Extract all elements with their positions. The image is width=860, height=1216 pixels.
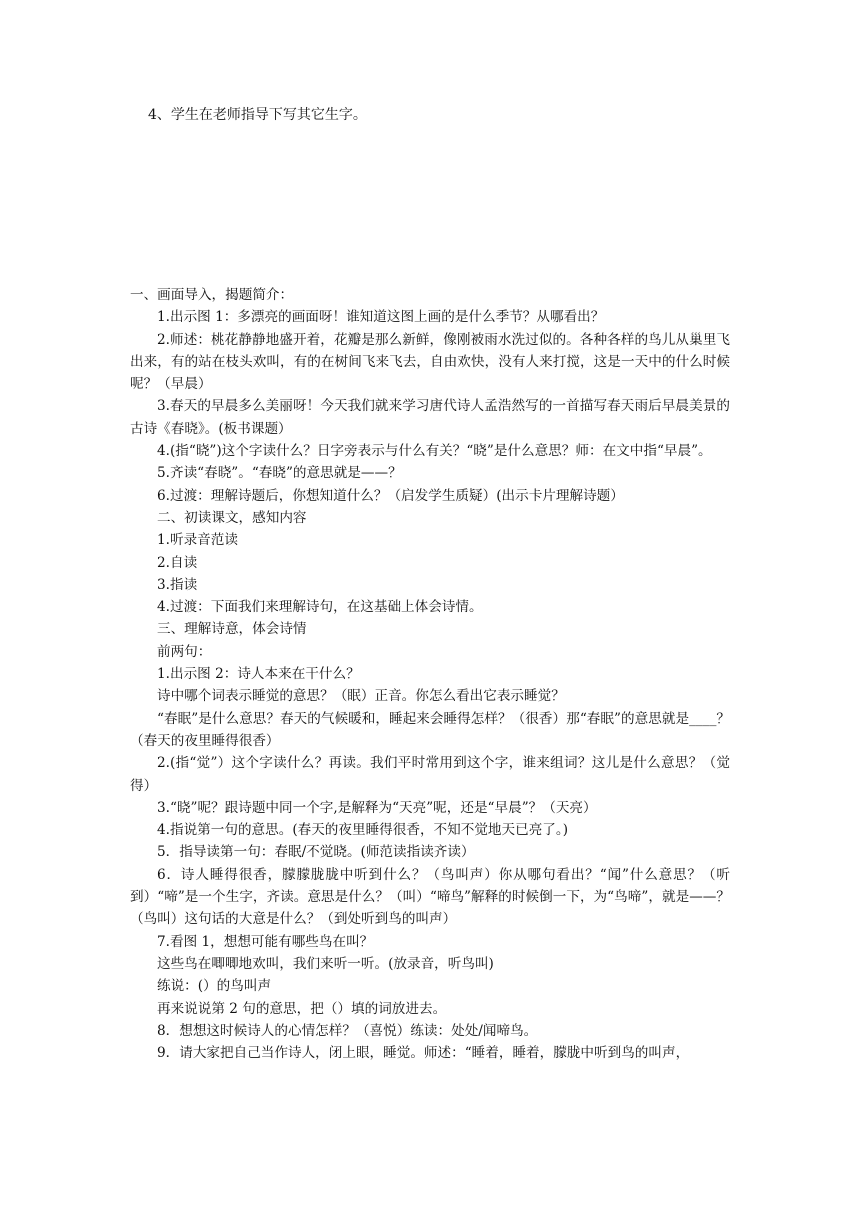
paragraph: 一、画面导入，揭题简介：	[130, 287, 294, 303]
paragraph: 8．想想这时候诗人的心情怎样？（喜悦）练读：处处/闻啼鸟。	[157, 1022, 538, 1039]
lesson-plan-body	[130, 284, 730, 1064]
paragraph: 2.师述：桃花静静地盛开着，花瓣是那么新鲜，像刚被雨水洗过似的。各种各样的鸟儿从巢里飞出来，有的站在枝头欢叫，有的在树间飞来飞去，自由欢快，没有人来打搅，这是一天中的什么时候呢？（早晨）	[130, 331, 730, 393]
paragraph: 4.过渡：下面我们来理解诗句，在这基础上体会诗情。	[157, 599, 483, 616]
paragraph: 6.过渡：理解诗题后，你想知道什么？（启发学生质疑）(出示卡片理解诗题）	[157, 487, 624, 504]
paragraph: 三、理解诗意，体会诗情	[157, 621, 307, 638]
paragraph: 3.指读	[157, 576, 198, 593]
paragraph: 2.(指“觉”）这个字读什么？再读。我们平时常用到这个字，谁来组词？这儿是什么意思？（觉得）	[130, 755, 730, 794]
paragraph: 6．诗人睡得很香，朦朦胧胧中听到什么？（鸟叫声）你从哪句看出？“闻”什么意思？（听到）“啼”是一个生字，齐读。意思是什么？（叫）“啼鸟”解释的时候倒一下，为“鸟啼”，就是——？（鸟叫）这句话的大意是什么？（到处听到鸟的叫声）	[130, 866, 730, 928]
paragraph: 5．指导读第一句：春眠/不觉晓。(师范读指读齐读）	[157, 844, 475, 861]
paragraph: 5.齐读“春晓”。“春晓”的意思就是——？	[157, 465, 402, 482]
paragraph: 前两句：	[157, 643, 212, 660]
paragraph: 4.指说第一句的意思。(春天的夜里睡得很香，不知不觉地天已亮了。)	[157, 822, 568, 839]
top-instruction-line: 4、学生在老师指导下写其它生字。	[148, 107, 367, 123]
paragraph: 3.“晓”呢？跟诗题中同一个字,是解释为“天亮”呢，还是“早晨”？（天亮）	[157, 799, 597, 816]
paragraph: 1.听录音范读	[157, 532, 238, 549]
paragraph: 二、初读课文，感知内容	[157, 509, 307, 526]
paragraph: 这些鸟在唧唧地欢叫，我们来听一听。(放录音，听鸟叫)	[157, 955, 494, 972]
paragraph: 1.出示图 2：诗人本来在干什么？	[157, 666, 360, 683]
paragraph: 3.春天的早晨多么美丽呀！今天我们就来学习唐代诗人孟浩然写的一首描写春天雨后早晨美景的古诗《春晓》。(板书课题）	[130, 398, 730, 437]
paragraph: 再来说说第 2 句的意思，把（）填的词放进去。	[157, 1000, 447, 1017]
paragraph: 诗中哪个词表示睡觉的意思？（眠）正音。你怎么看出它表示睡觉？	[157, 688, 565, 705]
paragraph: “春眠”是什么意思？春天的气候暖和，睡起来会睡得怎样？（很香）那“春眠”的意思就是____？（春天的夜里睡得很香）	[130, 710, 730, 749]
paragraph: 4.(指“晓”)这个字读什么？日字旁表示与什么有关？“晓”是什么意思？师：在文中指“早晨”。	[157, 443, 712, 460]
paragraph: 1.出示图 1：多漂亮的画面呀！谁知道这图上画的是什么季节？从哪看出？	[157, 309, 605, 326]
paragraph: 7.看图 1，想想可能有哪些鸟在叫？	[157, 933, 374, 950]
paragraph: 9．请大家把自己当作诗人，闭上眼，睡觉。师述：“睡着，睡着，朦胧中听到鸟的叫声，	[157, 1045, 690, 1062]
paragraph: 练说：(）的鸟叫声	[157, 978, 272, 995]
paragraph: 2.自读	[157, 554, 198, 571]
